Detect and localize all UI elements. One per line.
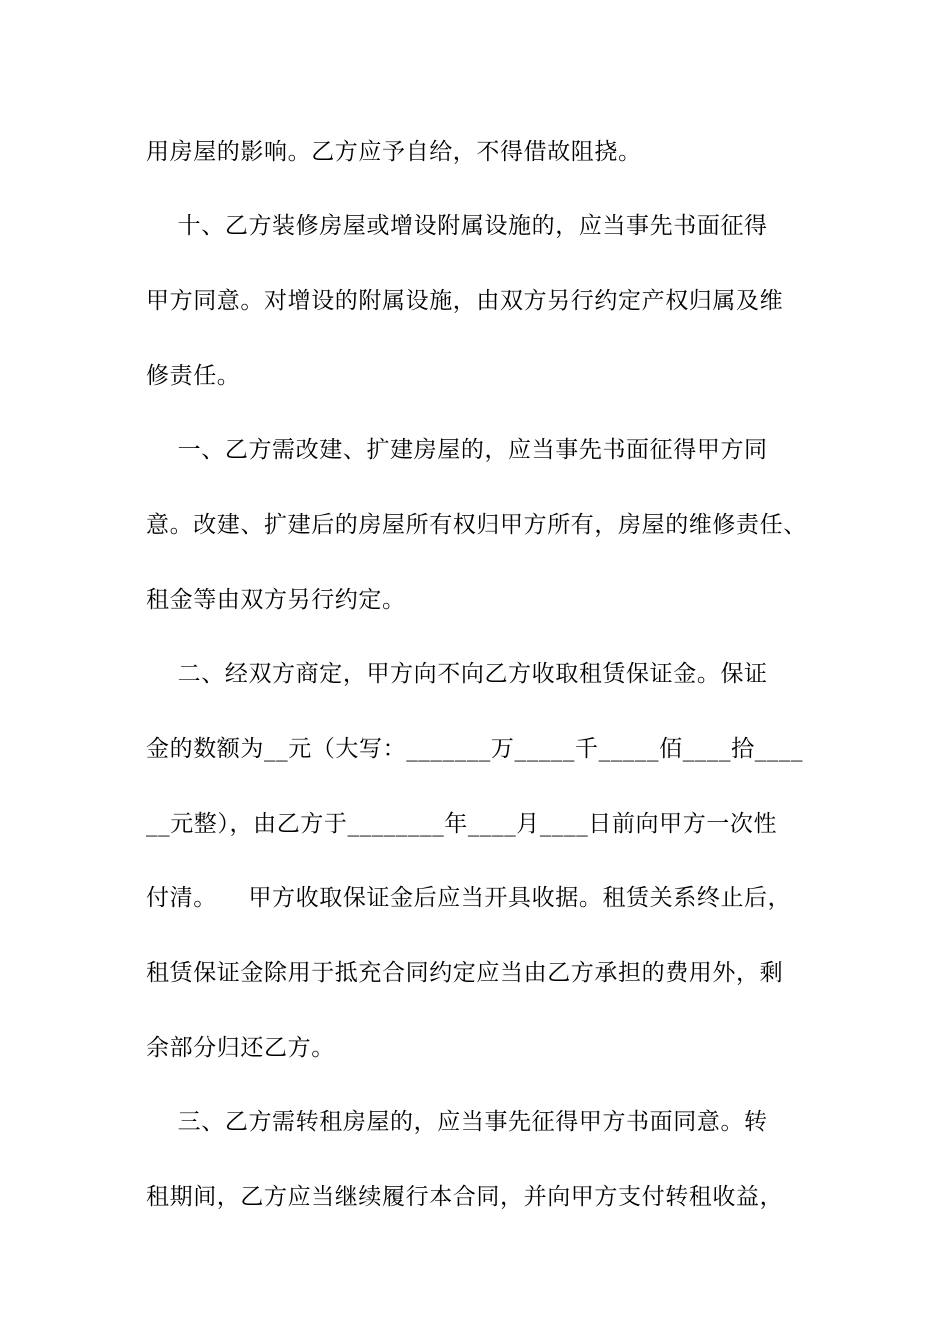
text-line: 租期间，乙方应当继续履行本合同，并向甲方支付转租收益，: [146, 1184, 784, 1210]
text-line: 金的数额为__元（大写：_______万_____千_____佰____拾____: [146, 736, 804, 762]
text-line: 甲方同意。对增设的附属设施，由双方另行约定产权归属及维: [146, 288, 784, 314]
text-line: 意。改建、扩建后的房屋所有权归甲方所有，房屋的维修责任、: [146, 512, 807, 538]
text-line: 十、乙方装修房屋或增设附属设施的，应当事先书面征得: [146, 213, 768, 239]
text-line: 三、乙方需转租房屋的，应当事先征得甲方书面同意。转: [146, 1109, 768, 1135]
text-line: 二、经双方商定，甲方向不向乙方收取租赁保证金。保证: [146, 661, 768, 687]
text-line: __元整），由乙方于________年____月____日前向甲方一次性: [146, 811, 778, 837]
text-line: 一、乙方需改建、扩建房屋的，应当事先书面征得甲方同: [146, 437, 768, 463]
text-line: 修责任。: [146, 363, 241, 389]
text-line: 租金等由双方另行约定。: [146, 587, 406, 613]
text-line: 租赁保证金除用于抵充合同约定应当由乙方承担的费用外，剩: [146, 960, 784, 986]
text-line: 余部分归还乙方。: [146, 1035, 335, 1061]
text-line: 用房屋的影响。乙方应予自给，不得借故阻挠。: [146, 139, 642, 165]
text-line: 付清。 甲方收取保证金后应当开具收据。租赁关系终止后，: [146, 885, 792, 911]
